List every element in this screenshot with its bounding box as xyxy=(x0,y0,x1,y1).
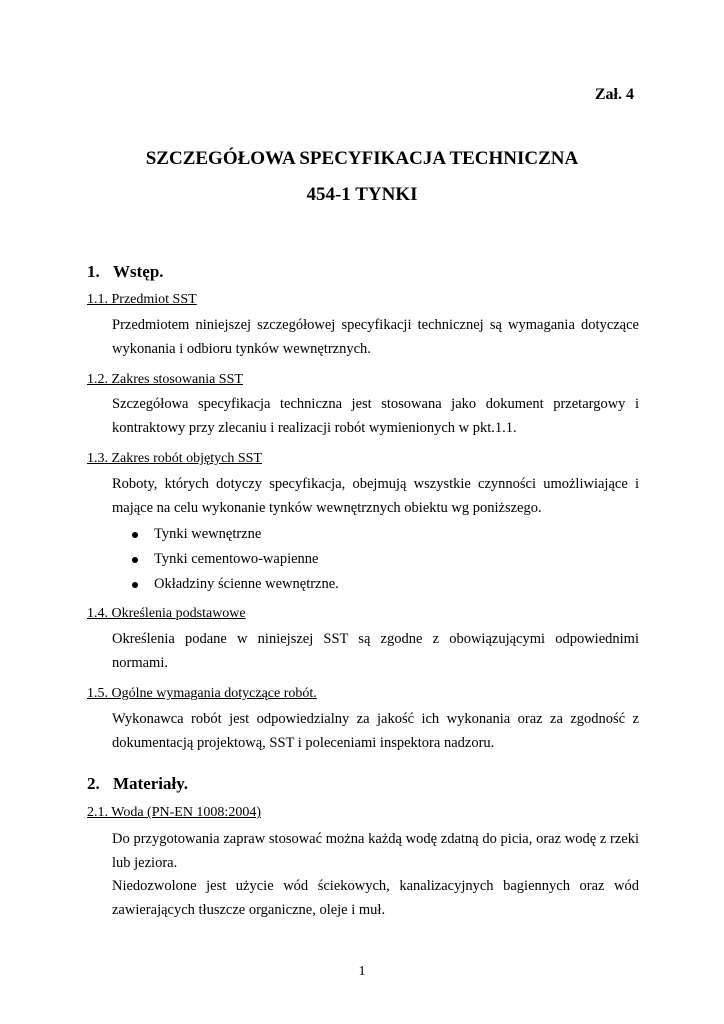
page-number: 1 xyxy=(358,964,366,979)
list-item xyxy=(132,547,339,572)
bullet-icon xyxy=(132,582,138,588)
subsection-2-1-heading: 2.1. Woda (PN-EN 1008:2004) xyxy=(87,805,261,820)
list-item-text: Tynki cementowo-wapienne xyxy=(154,551,319,567)
list-item-text: Tynki wewnętrzne xyxy=(154,526,262,542)
subsection-1-3-paragraph: Roboty, których dotyczy specyfikacja, obejmują wszystkie czynności umożliwiające i mające na celu wykonanie tynków wewnętrznych obiektu wg poniższego. xyxy=(112,476,639,516)
subsection-1-1-heading: 1.1. Przedmiot SST xyxy=(87,292,197,307)
subsection-1-2-heading: 1.2. Zakres stosowania SST xyxy=(87,372,243,387)
subsection-1-1-paragraph: Przedmiotem niniejszej szczegółowej specyfikacji technicznej są wymagania dotyczące wykonania i odbioru tynków wewnętrznych. xyxy=(112,317,639,357)
list-item xyxy=(132,572,339,597)
section-title: Wstęp. xyxy=(113,262,164,281)
subsection-2-1-paragraph-2: Niedozwolone jest użycie wód ściekowych, kanalizacyjnych bagiennych oraz wód zawierających tłuszcze organiczne, oleje i muł. xyxy=(112,878,639,918)
subsection-1-5-paragraph: Wykonawca robót jest odpowiedzialny za jakość ich wykonania oraz za zgodność z dokumentacją projektową, SST i poleceniami inspektora nadzoru. xyxy=(112,711,639,751)
document-subtitle: 454-1 TYNKI xyxy=(306,184,418,205)
document-title: SZCZEGÓŁOWA SPECYFIKACJA TECHNICZNA xyxy=(145,148,579,169)
subsection-2-1-paragraph-1: Do przygotowania zapraw stosować można każdą wodę zdatną do picia, oraz wodę z rzeki lub jeziora. xyxy=(112,831,639,871)
section-1-heading xyxy=(87,262,164,282)
scope-bullet-list xyxy=(132,522,339,597)
bullet-icon xyxy=(132,532,138,538)
subsection-1-4-heading: 1.4. Określenia podstawowe xyxy=(87,606,246,621)
subsection-1-5-heading: 1.5. Ogólne wymagania dotyczące robót. xyxy=(87,686,317,701)
bullet-icon xyxy=(132,557,138,563)
attachment-label: Zał. 4 xyxy=(594,86,634,103)
subsection-1-4-paragraph: Określenia podane w niniejszej SST są zgodne z obowiązującymi odpowiednimi normami. xyxy=(112,631,639,671)
list-item xyxy=(132,522,339,547)
section-number: 2. xyxy=(87,774,100,793)
section-title: Materiały. xyxy=(113,774,189,793)
list-item-text: Okładziny ścienne wewnętrzne. xyxy=(154,576,339,592)
subsection-1-2-paragraph: Szczegółowa specyfikacja techniczna jest stosowana jako dokument przetargowy i kontraktowy przy zlecaniu i realizacji robót wymienionych w pkt.1.1. xyxy=(112,396,639,436)
section-2-heading xyxy=(87,774,188,794)
section-number: 1. xyxy=(87,262,100,281)
subsection-1-3-heading: 1.3. Zakres robót objętych SST xyxy=(87,451,262,466)
